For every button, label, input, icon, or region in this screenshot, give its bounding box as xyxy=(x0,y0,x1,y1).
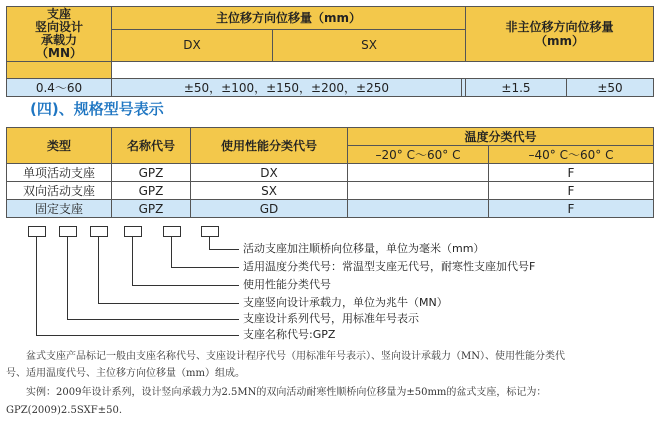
section-title: (四)、规格型号表示 xyxy=(30,100,164,118)
cell: F xyxy=(489,200,654,218)
cell: GD xyxy=(191,200,348,218)
non-main-dx-value: ±1.5 xyxy=(466,79,567,97)
table1-subheader-row-2 xyxy=(7,62,654,79)
cell: 单项活动支座 xyxy=(7,164,112,182)
label-temperature: 适用温度分类代号：常温型支座无代号，耐寒性支座加代号F xyxy=(243,260,536,273)
bearing-capacity-header xyxy=(7,7,112,62)
model-code-diagram xyxy=(0,222,660,347)
non-main-sx-value: ±50 xyxy=(567,79,654,97)
cell: SX xyxy=(191,182,348,200)
type-header: 类型 xyxy=(7,128,112,164)
main-displacement-header: 主位移方向位移量（mm） xyxy=(112,7,466,30)
main-dx-value: ±50，±100，±150，±200，±250 xyxy=(112,79,462,97)
note-line: 号、适用温度代号、主位移方向位移量（mm）组成。 xyxy=(6,368,245,379)
temp-normal-header: –20° C～60° C xyxy=(348,146,489,164)
cell: F xyxy=(489,182,654,200)
leader-line xyxy=(98,237,99,303)
header-line: 支座 xyxy=(46,7,71,21)
temperature-code-header: 温度分类代号 xyxy=(348,128,654,146)
spacer-cell xyxy=(7,62,112,79)
table1-header-row xyxy=(7,7,654,30)
note-line: GPZ(2009)2.5SXF±50. xyxy=(6,405,123,416)
table-row xyxy=(7,182,654,200)
leader-line xyxy=(132,237,133,285)
displacement-table xyxy=(6,6,654,97)
main-dx-header: DX xyxy=(112,29,273,61)
label-name: 支座名称代号:GPZ xyxy=(243,328,336,341)
header-line: 承载力 xyxy=(40,33,77,47)
leader-line xyxy=(171,267,239,268)
note-line: 盆式支座产品标记一般由支座名称代号、支座设计程序代号（用标准年号表示）、竖向设计承载力（MN）、使用性能分类代 xyxy=(26,351,565,362)
table-row xyxy=(7,200,654,218)
leader-line xyxy=(98,303,239,304)
leader-line xyxy=(209,249,239,250)
code-box-displacement xyxy=(201,226,219,237)
leader-line xyxy=(67,319,239,320)
label-series: 支座设计系列代号，用标准年号表示 xyxy=(243,312,419,325)
label-capacity: 支座竖向设计承载力，单位为兆牛（MN） xyxy=(243,296,448,309)
cell xyxy=(348,200,489,218)
cell: F xyxy=(489,164,654,182)
leader-line xyxy=(67,237,68,319)
cell: GPZ xyxy=(112,182,191,200)
leader-line xyxy=(36,237,37,335)
leader-line xyxy=(209,237,210,249)
name-code-header: 名称代号 xyxy=(112,128,191,164)
cell xyxy=(348,182,489,200)
main-sx-header: SX xyxy=(273,29,466,61)
label-performance: 使用性能分类代号 xyxy=(243,278,331,291)
cell: 固定支座 xyxy=(7,200,112,218)
code-box-performance xyxy=(124,226,142,237)
capacity-value: 0.4～60 xyxy=(7,79,112,97)
non-main-displacement-header xyxy=(466,7,654,62)
code-box-capacity xyxy=(90,226,108,237)
cell: DX xyxy=(191,164,348,182)
cell: GPZ xyxy=(112,200,191,218)
table-row xyxy=(7,164,654,182)
cell: 双向活动支座 xyxy=(7,182,112,200)
header-line: （MN） xyxy=(36,46,82,60)
header-line: （mm） xyxy=(534,34,584,48)
code-box-temperature xyxy=(163,226,181,237)
cell xyxy=(348,164,489,182)
note-line: 实例：2009年设计系列，设计竖向承载力为2.5MN的双向活动耐寒性顺桥向位移量为±50mm的盆式支座，标记为： xyxy=(26,387,547,398)
header-line: 非主位移方向位移量 xyxy=(505,20,614,34)
label-displacement: 活动支座加注顺桥向位移量，单位为毫米（mm） xyxy=(243,242,485,255)
cell: GPZ xyxy=(112,164,191,182)
performance-code-header: 使用性能分类代号 xyxy=(191,128,348,164)
leader-line xyxy=(132,285,239,286)
temp-cold-header: –40° C～60° C xyxy=(489,146,654,164)
header-line: 竖向设计 xyxy=(34,20,83,34)
table2-header-row xyxy=(7,128,654,146)
leader-line xyxy=(171,237,172,267)
code-box-series xyxy=(59,226,77,237)
table1-data-row xyxy=(7,79,654,97)
leader-line xyxy=(36,335,239,336)
model-table xyxy=(6,127,654,218)
code-box-name xyxy=(28,226,46,237)
